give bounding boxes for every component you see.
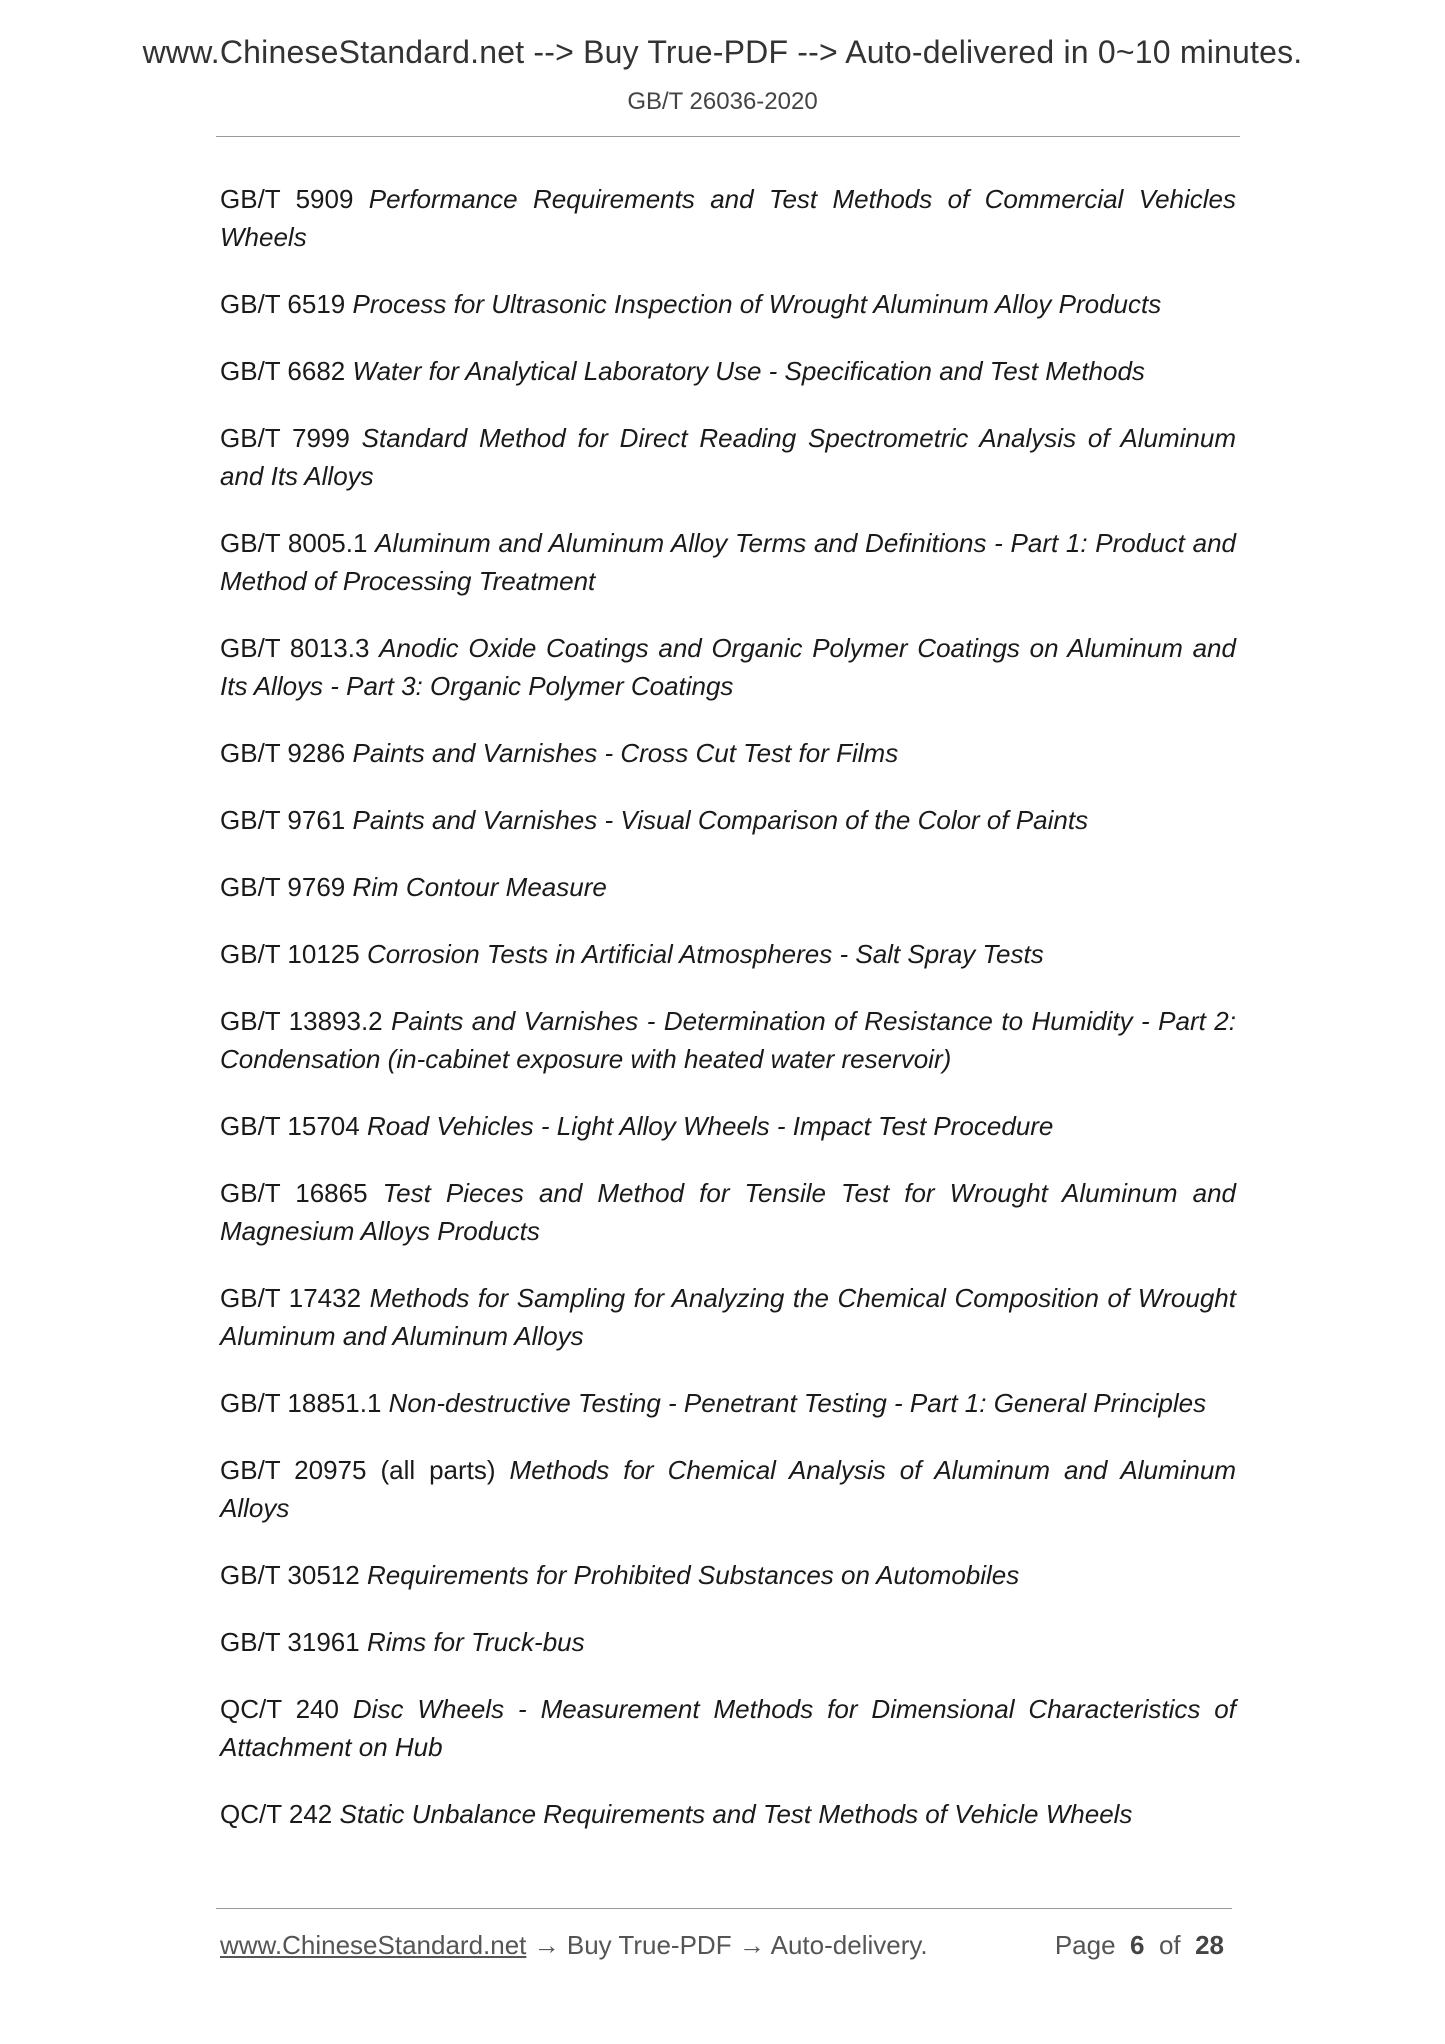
footer-promo [220,1930,928,1961]
footer-delivery-text: Auto-delivery. [770,1930,928,1960]
document-id: GB/T 26036-2020 [627,88,818,115]
reference-code: QC/T 240 [220,1694,339,1724]
reference-code: GB/T 16865 [220,1178,368,1208]
reference-title: Disc Wheels - Measurement Methods for Dimensional Characteristics of Attachment on Hub [220,1694,1236,1762]
footer-site-link[interactable]: www.ChineseStandard.net [220,1930,527,1960]
reference-item [220,1279,1236,1355]
reference-title: Corrosion Tests in Artificial Atmospheres - Salt Spray Tests [366,939,1044,969]
reference-code: GB/T 31961 [220,1627,360,1657]
reference-item [220,1690,1236,1766]
reference-title: Rims for Truck-bus [366,1627,585,1657]
reference-item [220,1384,1236,1422]
reference-title: Aluminum and Aluminum Alloy Terms and Definitions - Part 1: Product and Method of Processing Treatment [220,528,1236,596]
reference-code: GB/T 15704 [220,1111,360,1141]
reference-title: Paints and Varnishes - Cross Cut Test for Films [352,738,899,768]
reference-title: Performance Requirements and Test Methods of Commercial Vehicles Wheels [220,184,1237,252]
site-banner: www.ChineseStandard.net --> Buy True-PDF --> Auto-delivered in 0~10 minutes. [142,34,1303,70]
reference-code: GB/T 9286 [220,738,346,768]
reference-title: Anodic Oxide Coatings and Organic Polymer Coatings on Aluminum and Its Alloys - Part 3: Organic Polymer Coatings [220,633,1236,701]
normative-references-list [220,180,1236,1862]
reference-title: Non-destructive Testing - Penetrant Testing - Part 1: General Principles [388,1388,1207,1418]
reference-title: Test Pieces and Method for Tensile Test for Wrought Aluminum and Magnesium Alloys Products [220,1178,1236,1246]
reference-code: QC/T 242 [220,1799,333,1829]
header-divider [216,136,1240,137]
page-label: Page [1054,1930,1116,1960]
page-of: of [1158,1930,1181,1960]
reference-item [220,801,1236,839]
page-indicator [1055,1930,1224,1961]
reference-item [220,1556,1236,1594]
reference-item [220,419,1236,495]
reference-title: Paints and Varnishes - Determination of Resistance to Humidity - Part 2: Condensation (in-cabinet exposure with heated water reservoir) [220,1006,1236,1074]
reference-item [220,868,1236,906]
reference-title: Paints and Varnishes - Visual Comparison of the Color of Paints [352,805,1089,835]
reference-item [220,352,1236,390]
footer-divider [216,1908,1232,1909]
reference-code: GB/T 7999 [220,423,350,453]
reference-code: GB/T 18851.1 [220,1388,382,1418]
reference-title: Water for Analytical Laboratory Use - Specification and Test Methods [352,356,1145,386]
page-current: 6 [1130,1930,1145,1960]
reference-code: GB/T 10125 [220,939,360,969]
reference-code: GB/T 9761 [220,805,346,835]
reference-item [220,1623,1236,1661]
reference-item [220,629,1236,705]
footer-buy-text: Buy True-PDF [566,1930,732,1960]
reference-code: GB/T 17432 [220,1283,362,1313]
reference-item [220,734,1236,772]
reference-title: Methods for Chemical Analysis of Aluminum and Aluminum Alloys [220,1455,1236,1523]
page-total: 28 [1195,1930,1224,1960]
reference-code: GB/T 20975 (all parts) [220,1455,496,1485]
reference-item [220,1002,1236,1078]
reference-code: GB/T 6682 [220,356,346,386]
reference-title: Methods for Sampling for Analyzing the Chemical Composition of Wrought Aluminum and Aluminum Alloys [220,1283,1236,1351]
reference-title: Road Vehicles - Light Alloy Wheels - Impact Test Procedure [366,1111,1054,1141]
arrow-right-icon: → [738,1930,765,1960]
reference-code: GB/T 8013.3 [220,633,370,663]
reference-item [220,935,1236,973]
reference-code: GB/T 6519 [220,289,346,319]
reference-title: Static Unbalance Requirements and Test Methods of Vehicle Wheels [339,1799,1133,1829]
reference-code: GB/T 13893.2 [220,1006,383,1036]
reference-title: Rim Contour Measure [352,872,607,902]
reference-code: GB/T 30512 [220,1560,360,1590]
reference-item [220,524,1236,600]
reference-item [220,180,1236,256]
reference-code: GB/T 9769 [220,872,346,902]
reference-item [220,1795,1236,1833]
reference-code: GB/T 5909 [220,184,354,214]
reference-item [220,1451,1236,1527]
reference-title: Process for Ultrasonic Inspection of Wrought Aluminum Alloy Products [352,289,1162,319]
reference-code: GB/T 8005.1 [220,528,368,558]
arrow-right-icon: → [533,1930,560,1960]
reference-item [220,285,1236,323]
reference-item [220,1107,1236,1145]
reference-title: Requirements for Prohibited Substances on Automobiles [366,1560,1020,1590]
reference-item [220,1174,1236,1250]
reference-title: Standard Method for Direct Reading Spectrometric Analysis of Aluminum and Its Alloys [220,423,1236,491]
